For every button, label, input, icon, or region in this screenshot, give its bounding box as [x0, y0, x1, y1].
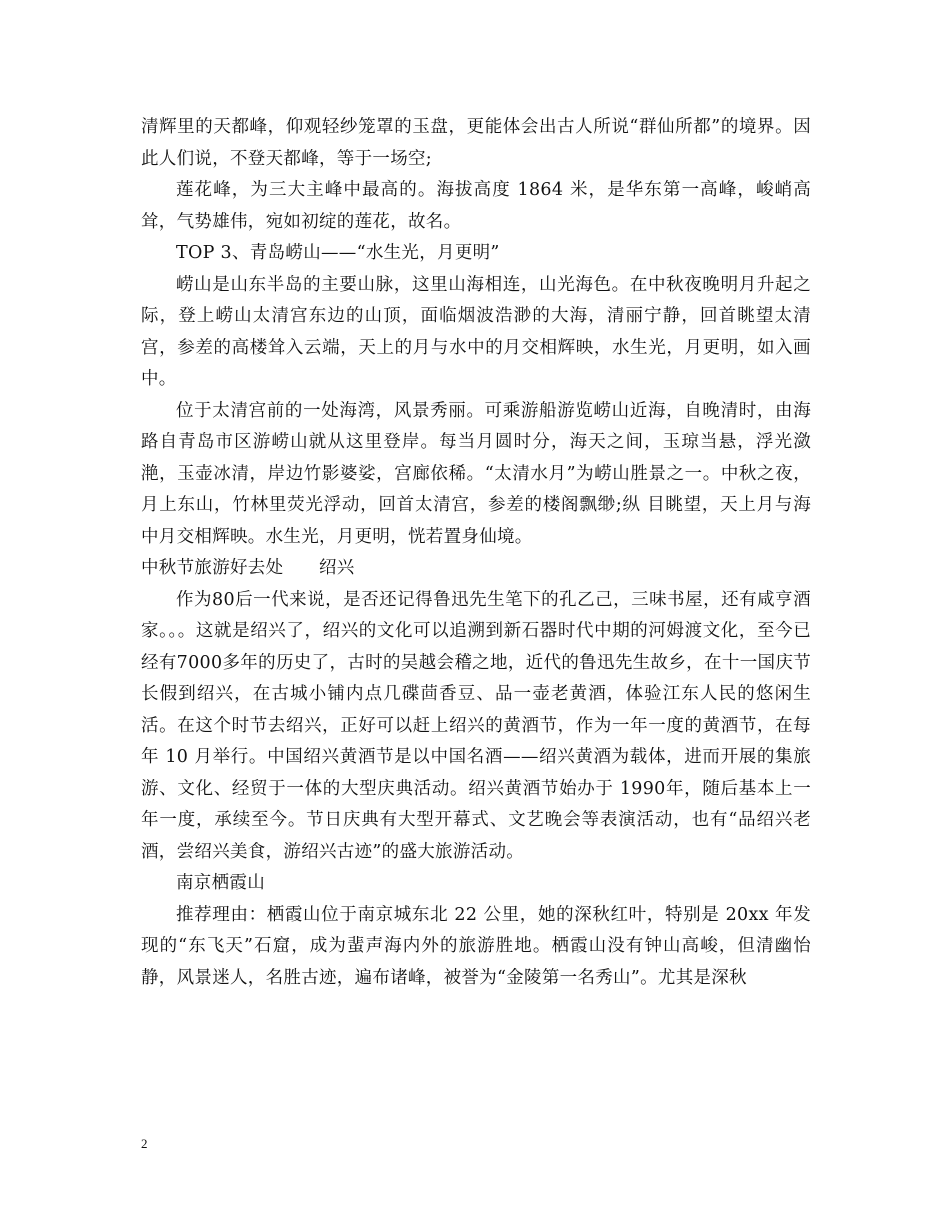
document-page — [141, 112, 811, 994]
paragraph-lianhua-peak: 莲花峰，为三大主峰中最高的。海拔高度 1864 米，是华东第一高峰，峻峭高耸，气势雄伟，宛如初绽的莲花，故名。 — [141, 180, 811, 232]
paragraph-shaoxing: 作为80后一代来说，是否还记得鲁迅先生笔下的孔乙己，三味书屋，还有咸亨酒家。。。这就是绍兴了，绍兴的文化可以追溯到新石器时代中期的河姆渡文化，至今已经有7000多年的历史了，古时的吴越会稽之地，近代的鲁迅先生故乡，在十一国庆节长假到绍兴，在古城小铺内点几碟茴香豆、品一壶老黄酒，体验江东人民的悠闲生活。在这个时节去绍兴，正好可以赶上绍兴的黄酒节，作为一年一度的黄酒节，在每年 10 月举行。中国绍兴黄酒节是以中国名酒——绍兴黄酒为载体，进而开展的集旅游、文化、经贸于一体的大型庆典活动。绍兴黄酒节始办于 1990年，随后基本上一年一度，承续至今。节日庆典有大型开幕式、文艺晚会等表演活动，也有“品绍兴老酒，尝绍兴美食，游绍兴古迹”的盛大旅游活动。 — [141, 589, 811, 862]
paragraph-tiandu-continuation: 清辉里的天都峰，仰观轻纱笼罩的玉盘，更能体会出古人所说“群仙所都”的境界。因此人们说，不登天都峰，等于一场空; — [141, 117, 811, 169]
heading-top3-laoshan: TOP 3、青岛崂山——“水生光，月更明” — [176, 243, 500, 263]
page-number: 2 — [141, 1136, 148, 1151]
paragraph-taiqing-bay: 位于太清宫前的一处海湾，风景秀丽。可乘游船游览崂山近海，自晚清时，由海路自青岛市区游崂山就从这里登岸。每当月圆时分，海天之间，玉琼当悬，浮光潋滟，玉壶冰清，岸边竹影婆娑，宫廊依稀。“太清水月”为崂山胜景之一。中秋之夜，月上东山，竹林里荧光浮动，回首太清宫，参差的楼阁飘缈;纵 目眺望，天上月与海中月交相辉映。水生光，月更明，恍若置身仙境。 — [141, 400, 811, 547]
heading-shaoxing: 中秋节旅游好去处 绍兴 — [141, 558, 355, 578]
paragraph-laoshan-intro: 崂山是山东半岛的主要山脉，这里山海相连，山光海色。在中秋夜晚明月升起之际，登上崂山太清宫东边的山顶，面临烟波浩渺的大海，清丽宁静，回首眺望太清宫，参差的高楼耸入云端，天上的月与水中的月交相辉映，水生光，月更明，如入画中。 — [141, 274, 811, 389]
paragraph-qixia-reason: 推荐理由：栖霞山位于南京城东北 22 公里，她的深秋红叶，特别是 20xx 年发现的“东飞天”石窟，成为蜚声海内外的旅游胜地。栖霞山没有钟山高峻，但清幽怡静，风景迷人，名胜古迹，遍布诸峰，被誉为“金陵第一名秀山”。尤其是深秋 — [141, 904, 811, 988]
heading-nanjing-qixia: 南京栖霞山 — [176, 873, 265, 893]
